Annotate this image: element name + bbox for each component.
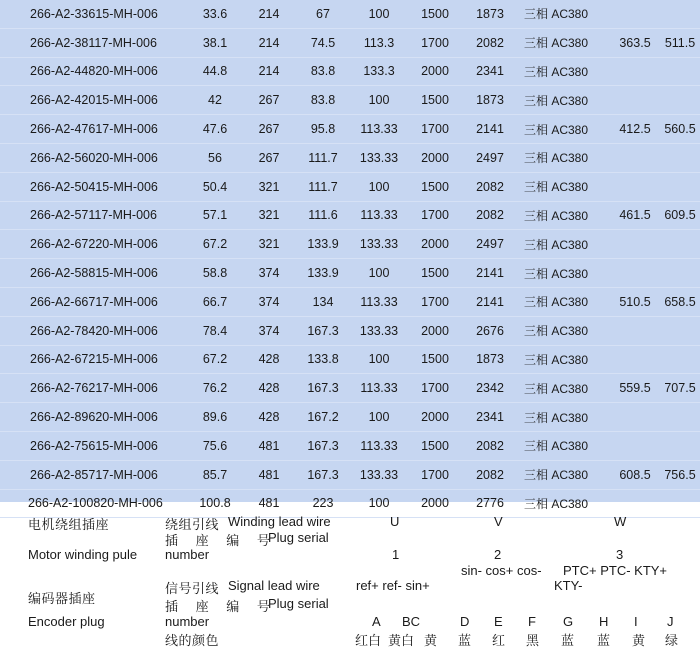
table-row (0, 403, 700, 432)
encoder-plug-serial-en: Plug serial (268, 596, 329, 611)
cell-col-6: 1700 (410, 287, 460, 316)
cell-col-5: 100 (348, 489, 410, 518)
cell-col-5: 113.33 (348, 287, 410, 316)
encoder-signals-group-1: ref+ ref- sin+ (356, 578, 430, 593)
cell-col-9: 461.5 (610, 201, 660, 230)
cell-col-7: 2676 (460, 316, 520, 345)
cell-model: 266-A2-47617-MH-006 (0, 115, 190, 144)
table-row (0, 57, 700, 86)
cell-col-9: 608.5 (610, 460, 660, 489)
cell-col-10 (660, 86, 700, 115)
cell-model: 266-A2-44820-MH-006 (0, 57, 190, 86)
cell-col-3: 481 (240, 431, 298, 460)
cell-power: 三相 AC380 (520, 431, 610, 460)
cell-col-3: 428 (240, 345, 298, 374)
cell-col-5: 113.33 (348, 374, 410, 403)
cell-col-9: 363.5 (610, 28, 660, 57)
cell-col-7: 2141 (460, 259, 520, 288)
cell-power: 三相 AC380 (520, 86, 610, 115)
cell-col-7: 2082 (460, 28, 520, 57)
winding-number-1: 1 (392, 547, 400, 562)
encoder-signals-group-2: sin- cos+ cos- (461, 563, 542, 578)
table-row (0, 345, 700, 374)
table-row (0, 172, 700, 201)
cell-col-2: 42 (190, 86, 240, 115)
cell-model: 266-A2-58815-MH-006 (0, 259, 190, 288)
cell-col-7: 1873 (460, 345, 520, 374)
table-row (0, 460, 700, 489)
cell-col-10 (660, 259, 700, 288)
cell-col-4: 167.3 (298, 374, 348, 403)
cell-col-7: 2082 (460, 460, 520, 489)
cell-col-7: 2082 (460, 172, 520, 201)
table-row (0, 115, 700, 144)
motor-winding-label-en: Motor winding pule (28, 547, 138, 562)
cell-col-4: 67 (298, 0, 348, 28)
cell-col-6: 1500 (410, 0, 460, 28)
wire-color-h: 蓝 (597, 633, 611, 648)
cell-col-9 (610, 0, 660, 28)
cell-power: 三相 AC380 (520, 28, 610, 57)
table-row (0, 201, 700, 230)
cell-col-10: 560.5 (660, 115, 700, 144)
cell-power: 三相 AC380 (520, 287, 610, 316)
cell-col-2: 75.6 (190, 431, 240, 460)
cell-col-6: 2000 (410, 316, 460, 345)
cell-col-3: 267 (240, 86, 298, 115)
cell-col-2: 57.1 (190, 201, 240, 230)
cell-col-2: 67.2 (190, 345, 240, 374)
cell-col-9: 412.5 (610, 115, 660, 144)
cell-col-10: 511.5 (660, 28, 700, 57)
cell-col-6: 2000 (410, 230, 460, 259)
cell-power: 三相 AC380 (520, 460, 610, 489)
cell-col-5: 113.33 (348, 201, 410, 230)
cell-col-2: 58.8 (190, 259, 240, 288)
cell-col-7: 2141 (460, 115, 520, 144)
cell-model: 266-A2-67220-MH-006 (0, 230, 190, 259)
cell-col-5: 113.3 (348, 28, 410, 57)
cell-col-9 (610, 86, 660, 115)
cell-col-7: 2341 (460, 403, 520, 432)
cell-col-3: 267 (240, 115, 298, 144)
cell-col-7: 2082 (460, 201, 520, 230)
cell-col-10: 609.5 (660, 201, 700, 230)
cell-col-10 (660, 403, 700, 432)
cell-col-9: 510.5 (610, 287, 660, 316)
winding-wire-v: V (494, 514, 503, 529)
cell-col-6: 1500 (410, 259, 460, 288)
table-row (0, 0, 700, 28)
cell-col-4: 167.2 (298, 403, 348, 432)
cell-col-5: 100 (348, 172, 410, 201)
wire-color-label-cn: 线的颜色 (165, 633, 220, 648)
cell-power: 三相 AC380 (520, 115, 610, 144)
cell-col-2: 76.2 (190, 374, 240, 403)
cell-col-10 (660, 0, 700, 28)
cell-col-4: 133.9 (298, 230, 348, 259)
cell-col-6: 1700 (410, 115, 460, 144)
winding-wire-w: W (614, 514, 627, 529)
cell-col-4: 95.8 (298, 115, 348, 144)
wire-color-e: 红 (492, 633, 506, 648)
cell-col-5: 113.33 (348, 431, 410, 460)
cell-col-2: 56 (190, 143, 240, 172)
encoder-signals-group-4: KTY- (554, 578, 583, 593)
cell-model: 266-A2-56020-MH-006 (0, 143, 190, 172)
cell-col-9 (610, 143, 660, 172)
cell-model: 266-A2-57117-MH-006 (0, 201, 190, 230)
cell-model: 266-A2-50415-MH-006 (0, 172, 190, 201)
cell-col-10 (660, 172, 700, 201)
cell-col-5: 133.33 (348, 460, 410, 489)
cell-col-3: 214 (240, 0, 298, 28)
cell-model: 266-A2-66717-MH-006 (0, 287, 190, 316)
wire-color-b: 黄白 (388, 633, 415, 648)
cell-col-9 (610, 57, 660, 86)
cell-col-4: 133.8 (298, 345, 348, 374)
encoder-pin-h: H (599, 614, 609, 629)
cell-col-4: 83.8 (298, 57, 348, 86)
table-row (0, 230, 700, 259)
cell-col-7: 1873 (460, 86, 520, 115)
cell-col-9: 559.5 (610, 374, 660, 403)
encoder-pin-a: A (372, 614, 381, 629)
winding-plug-label-cn: 插 座 编 号 (165, 533, 277, 548)
cell-power: 三相 AC380 (520, 230, 610, 259)
encoder-signals-group-3: PTC+ PTC- KTY+ (563, 563, 668, 578)
cell-power: 三相 AC380 (520, 201, 610, 230)
winding-wire-u: U (390, 514, 400, 529)
cell-col-4: 167.3 (298, 431, 348, 460)
encoder-pin-bc: BC (402, 614, 421, 629)
cell-col-4: 223 (298, 489, 348, 518)
cell-col-9 (610, 345, 660, 374)
cell-col-7: 2497 (460, 230, 520, 259)
wiring-legend (0, 502, 700, 666)
cell-model: 266-A2-38117-MH-006 (0, 28, 190, 57)
cell-col-2: 66.7 (190, 287, 240, 316)
table-row (0, 374, 700, 403)
signal-lead-label-cn: 信号引线 (165, 581, 220, 596)
cell-col-3: 267 (240, 143, 298, 172)
cell-power: 三相 AC380 (520, 57, 610, 86)
wire-color-g: 蓝 (561, 633, 575, 648)
cell-power: 三相 AC380 (520, 0, 610, 28)
cell-power: 三相 AC380 (520, 259, 610, 288)
cell-col-6: 1700 (410, 28, 460, 57)
table-row (0, 143, 700, 172)
cell-power: 三相 AC380 (520, 172, 610, 201)
cell-col-7: 2342 (460, 374, 520, 403)
cell-col-3: 374 (240, 316, 298, 345)
cell-col-9 (610, 172, 660, 201)
cell-col-10 (660, 345, 700, 374)
encoder-number-label-en: number (165, 614, 210, 629)
cell-col-3: 428 (240, 403, 298, 432)
motor-winding-label-cn: 电机绕组插座 (28, 517, 110, 532)
encoder-pin-j: J (667, 614, 674, 629)
encoder-pin-f: F (528, 614, 536, 629)
cell-col-10 (660, 57, 700, 86)
cell-col-6: 1700 (410, 374, 460, 403)
cell-col-6: 2000 (410, 403, 460, 432)
cell-col-4: 134 (298, 287, 348, 316)
cell-model: 266-A2-75615-MH-006 (0, 431, 190, 460)
cell-col-10 (660, 431, 700, 460)
cell-col-5: 113.33 (348, 115, 410, 144)
cell-col-10 (660, 316, 700, 345)
cell-power: 三相 AC380 (520, 489, 610, 518)
cell-col-3: 214 (240, 28, 298, 57)
table-row (0, 28, 700, 57)
cell-col-3: 481 (240, 489, 298, 518)
cell-col-4: 167.3 (298, 316, 348, 345)
cell-col-6: 2000 (410, 489, 460, 518)
encoder-pin-d: D (460, 614, 470, 629)
winding-lead-label-en: Winding lead wire (228, 514, 331, 529)
cell-col-2: 85.7 (190, 460, 240, 489)
table-row (0, 86, 700, 115)
cell-col-5: 100 (348, 259, 410, 288)
cell-col-10: 707.5 (660, 374, 700, 403)
cell-model: 266-A2-33615-MH-006 (0, 0, 190, 28)
cell-col-4: 111.7 (298, 172, 348, 201)
encoder-plug-label-cn: 编码器插座 (28, 591, 96, 606)
cell-col-6: 1500 (410, 172, 460, 201)
cell-col-10: 756.5 (660, 460, 700, 489)
cell-col-7: 1873 (460, 0, 520, 28)
cell-col-3: 321 (240, 201, 298, 230)
cell-col-6: 2000 (410, 143, 460, 172)
cell-col-5: 133.33 (348, 230, 410, 259)
cell-col-3: 321 (240, 230, 298, 259)
cell-col-6: 2000 (410, 57, 460, 86)
cell-col-10: 658.5 (660, 287, 700, 316)
cell-col-3: 214 (240, 57, 298, 86)
winding-number-3: 3 (616, 547, 624, 562)
cell-power: 三相 AC380 (520, 143, 610, 172)
cell-col-3: 321 (240, 172, 298, 201)
table-row (0, 316, 700, 345)
cell-col-10 (660, 230, 700, 259)
cell-col-9 (610, 316, 660, 345)
winding-number-label-en: number (165, 547, 210, 562)
cell-col-4: 111.6 (298, 201, 348, 230)
table-row (0, 259, 700, 288)
cell-col-4: 83.8 (298, 86, 348, 115)
cell-col-9 (610, 230, 660, 259)
cell-col-7: 2497 (460, 143, 520, 172)
cell-model: 266-A2-76217-MH-006 (0, 374, 190, 403)
cell-col-6: 1500 (410, 431, 460, 460)
signal-lead-label-en: Signal lead wire (228, 578, 320, 593)
wire-color-j: 绿 (665, 633, 679, 648)
cell-col-7: 2141 (460, 287, 520, 316)
cell-col-9 (610, 403, 660, 432)
cell-col-4: 133.9 (298, 259, 348, 288)
table-row (0, 287, 700, 316)
cell-power: 三相 AC380 (520, 374, 610, 403)
winding-plug-label-en: Plug serial (268, 530, 329, 545)
cell-col-5: 133.33 (348, 316, 410, 345)
cell-col-7: 2341 (460, 57, 520, 86)
cell-col-7: 2776 (460, 489, 520, 518)
cell-col-7: 2082 (460, 431, 520, 460)
encoder-pin-i: I (634, 614, 638, 629)
cell-col-4: 74.5 (298, 28, 348, 57)
cell-col-5: 133.33 (348, 143, 410, 172)
cell-col-2: 44.8 (190, 57, 240, 86)
table-row (0, 431, 700, 460)
cell-model: 266-A2-67215-MH-006 (0, 345, 190, 374)
cell-power: 三相 AC380 (520, 345, 610, 374)
cell-model: 266-A2-78420-MH-006 (0, 316, 190, 345)
cell-col-3: 481 (240, 460, 298, 489)
cell-model: 266-A2-85717-MH-006 (0, 460, 190, 489)
cell-col-5: 100 (348, 403, 410, 432)
encoder-plug-label-en: Encoder plug (28, 614, 105, 629)
cell-col-6: 1700 (410, 460, 460, 489)
cell-col-6: 1500 (410, 86, 460, 115)
winding-number-2: 2 (494, 547, 502, 562)
cell-col-2: 78.4 (190, 316, 240, 345)
cell-col-6: 1500 (410, 345, 460, 374)
cell-col-5: 100 (348, 0, 410, 28)
cell-col-5: 133.3 (348, 57, 410, 86)
cell-col-2: 67.2 (190, 230, 240, 259)
cell-col-6: 1700 (410, 201, 460, 230)
cell-col-3: 374 (240, 287, 298, 316)
encoder-pin-g: G (563, 614, 574, 629)
cell-col-4: 167.3 (298, 460, 348, 489)
cell-model: 266-A2-42015-MH-006 (0, 86, 190, 115)
cell-col-2: 50.4 (190, 172, 240, 201)
cell-col-9 (610, 259, 660, 288)
wire-color-f: 黑 (526, 633, 540, 648)
encoder-pin-e: E (494, 614, 503, 629)
cell-col-5: 100 (348, 86, 410, 115)
cell-col-5: 100 (348, 345, 410, 374)
winding-lead-label-cn: 绕组引线 (165, 517, 220, 532)
cell-model: 266-A2-100820-MH-006 (0, 489, 190, 518)
cell-col-10 (660, 143, 700, 172)
cell-col-4: 111.7 (298, 143, 348, 172)
wire-color-a: 红白 (355, 633, 382, 648)
cell-power: 三相 AC380 (520, 316, 610, 345)
cell-col-9 (610, 431, 660, 460)
cell-col-2: 33.6 (190, 0, 240, 28)
wire-color-d: 蓝 (458, 633, 472, 648)
cell-power: 三相 AC380 (520, 403, 610, 432)
cell-col-3: 374 (240, 259, 298, 288)
cell-col-2: 100.8 (190, 489, 240, 518)
cell-model: 266-A2-89620-MH-006 (0, 403, 190, 432)
cell-col-2: 47.6 (190, 115, 240, 144)
cell-col-3: 428 (240, 374, 298, 403)
encoder-plug-serial-cn: 插 座 编 号 (165, 599, 277, 614)
cell-col-2: 38.1 (190, 28, 240, 57)
wire-color-i: 黄 (632, 633, 646, 648)
cell-col-2: 89.6 (190, 403, 240, 432)
wire-color-c: 黄 (424, 633, 438, 648)
